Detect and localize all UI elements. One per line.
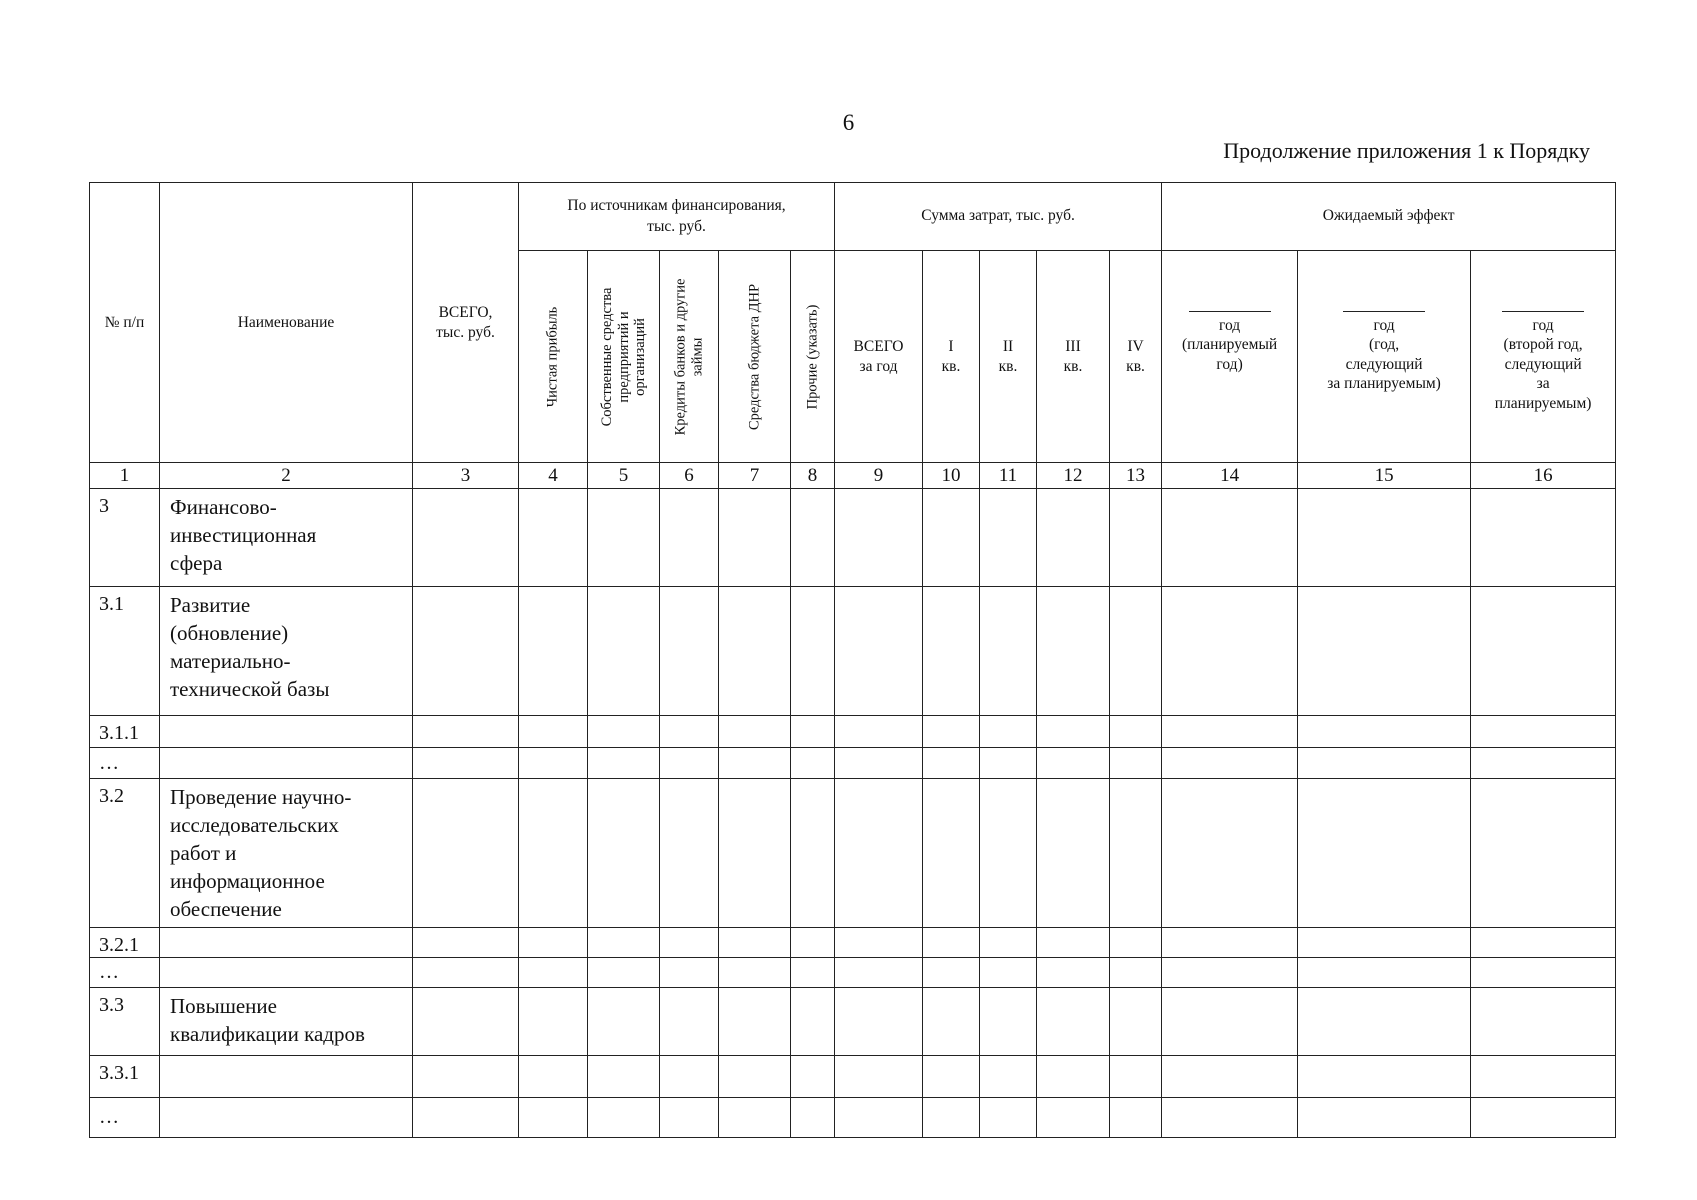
empty-cell [1037, 1056, 1110, 1098]
header-cost-q3: III кв. [1037, 251, 1110, 463]
row-number: … [90, 1098, 160, 1138]
empty-cell [1162, 716, 1298, 748]
row-number: … [90, 958, 160, 988]
empty-cell [719, 1056, 791, 1098]
empty-cell [835, 988, 923, 1056]
empty-cell [1471, 779, 1616, 928]
empty-cell [980, 748, 1037, 779]
empty-cell [1110, 748, 1162, 779]
column-number: 2 [160, 463, 413, 489]
header-effect-year2: год (год, следующий за планируемым) [1298, 251, 1471, 463]
row-number: 3.3 [90, 988, 160, 1056]
empty-cell [1298, 1098, 1471, 1138]
row-name: Повышение квалификации кадров [160, 988, 413, 1056]
header-cost-q2: II кв. [980, 251, 1037, 463]
column-number: 7 [719, 463, 791, 489]
empty-cell [660, 988, 719, 1056]
column-number: 1 [90, 463, 160, 489]
header-group-effect: Ожидаемый эффект [1162, 183, 1616, 251]
empty-cell [791, 928, 835, 958]
empty-cell [791, 587, 835, 716]
empty-cell [588, 748, 660, 779]
empty-cell [1110, 1056, 1162, 1098]
empty-cell [791, 779, 835, 928]
empty-cell [413, 716, 519, 748]
header-source-other: Прочие (указать) [791, 251, 835, 463]
row-number: 3.3.1 [90, 1056, 160, 1098]
column-number: 14 [1162, 463, 1298, 489]
page-number: 6 [842, 110, 855, 135]
empty-cell [1471, 1098, 1616, 1138]
row-name [160, 748, 413, 779]
table-row [90, 958, 1616, 988]
row-number: 3.2.1 [90, 928, 160, 958]
empty-cell [1162, 779, 1298, 928]
header-cost-q1: I кв. [923, 251, 980, 463]
empty-cell [1162, 748, 1298, 779]
empty-cell [791, 1098, 835, 1138]
empty-cell [1037, 1098, 1110, 1138]
row-name [160, 1056, 413, 1098]
empty-cell [660, 1056, 719, 1098]
empty-cell [980, 779, 1037, 928]
header-source-net-profit: Чистая прибыль [519, 251, 588, 463]
empty-cell [719, 779, 791, 928]
empty-cell [835, 1098, 923, 1138]
empty-cell [1110, 988, 1162, 1056]
column-number: 6 [660, 463, 719, 489]
table-row [90, 988, 1616, 1056]
header-effect-year3: год (второй год, следующий за планируемым) [1471, 251, 1616, 463]
table-row [90, 1056, 1616, 1098]
year-blank-line [1189, 311, 1271, 312]
empty-cell [923, 1098, 980, 1138]
empty-cell [980, 988, 1037, 1056]
empty-cell [791, 988, 835, 1056]
empty-cell [1471, 489, 1616, 587]
header-source-bank-loans: Кредиты банков и другие займы [660, 251, 719, 463]
empty-cell [1298, 928, 1471, 958]
header-group-sources: По источникам финансирования, тыс. руб. [519, 183, 835, 251]
empty-cell [980, 928, 1037, 958]
empty-cell [519, 988, 588, 1056]
column-number: 5 [588, 463, 660, 489]
empty-cell [719, 587, 791, 716]
empty-cell [660, 958, 719, 988]
empty-cell [413, 928, 519, 958]
empty-cell [588, 1098, 660, 1138]
column-number: 3 [413, 463, 519, 489]
empty-cell [719, 716, 791, 748]
empty-cell [1471, 988, 1616, 1056]
empty-cell [519, 958, 588, 988]
empty-cell [835, 779, 923, 928]
empty-cell [980, 1056, 1037, 1098]
empty-cell [660, 489, 719, 587]
table-row [90, 1098, 1616, 1138]
empty-cell [719, 988, 791, 1056]
column-number: 16 [1471, 463, 1616, 489]
empty-cell [1471, 716, 1616, 748]
table-row [90, 748, 1616, 779]
empty-cell [519, 1098, 588, 1138]
row-name [160, 1098, 413, 1138]
empty-cell [519, 587, 588, 716]
empty-cell [660, 748, 719, 779]
appendix-note: Продолжение приложения 1 к Порядку [1223, 138, 1590, 163]
empty-cell [719, 1098, 791, 1138]
empty-cell [1471, 587, 1616, 716]
empty-cell [519, 928, 588, 958]
empty-cell [413, 1056, 519, 1098]
empty-cell [1471, 748, 1616, 779]
row-number: 3.1.1 [90, 716, 160, 748]
row-name [160, 928, 413, 958]
empty-cell [588, 1056, 660, 1098]
empty-cell [1162, 587, 1298, 716]
row-name [160, 958, 413, 988]
empty-cell [413, 748, 519, 779]
empty-cell [791, 748, 835, 779]
header-group-costs: Сумма затрат, тыс. руб. [835, 183, 1162, 251]
empty-cell [1037, 489, 1110, 587]
empty-cell [980, 1098, 1037, 1138]
empty-cell [1162, 1056, 1298, 1098]
empty-cell [1298, 958, 1471, 988]
table-row [90, 489, 1616, 587]
empty-cell [1298, 587, 1471, 716]
empty-cell [1037, 587, 1110, 716]
empty-cell [791, 716, 835, 748]
row-number: 3.1 [90, 587, 160, 716]
empty-cell [413, 489, 519, 587]
column-number: 4 [519, 463, 588, 489]
empty-cell [1471, 958, 1616, 988]
empty-cell [1162, 928, 1298, 958]
empty-cell [835, 748, 923, 779]
empty-cell [1037, 958, 1110, 988]
column-number: 13 [1110, 463, 1162, 489]
empty-cell [588, 716, 660, 748]
empty-cell [923, 716, 980, 748]
empty-cell [588, 958, 660, 988]
empty-cell [1110, 1098, 1162, 1138]
table-row [90, 928, 1616, 958]
empty-cell [1471, 1056, 1616, 1098]
empty-cell [719, 958, 791, 988]
empty-cell [719, 489, 791, 587]
empty-cell [519, 489, 588, 587]
empty-cell [413, 1098, 519, 1138]
column-number: 9 [835, 463, 923, 489]
empty-cell [835, 1056, 923, 1098]
empty-cell [1110, 779, 1162, 928]
empty-cell [1162, 1098, 1298, 1138]
empty-cell [660, 587, 719, 716]
row-name [160, 716, 413, 748]
empty-cell [1471, 928, 1616, 958]
header-effect-year1: год (планируемый год) [1162, 251, 1298, 463]
row-name: Развитие (обновление) материально- технической базы [160, 587, 413, 716]
table-row [90, 587, 1616, 716]
empty-cell [980, 489, 1037, 587]
empty-cell [660, 779, 719, 928]
empty-cell [413, 958, 519, 988]
empty-cell [519, 779, 588, 928]
empty-cell [1037, 716, 1110, 748]
empty-cell [923, 1056, 980, 1098]
empty-cell [835, 587, 923, 716]
empty-cell [719, 928, 791, 958]
empty-cell [835, 958, 923, 988]
empty-cell [1037, 748, 1110, 779]
empty-cell [923, 988, 980, 1056]
empty-cell [719, 748, 791, 779]
header-name: Наименование [160, 183, 413, 463]
empty-cell [980, 958, 1037, 988]
column-number: 8 [791, 463, 835, 489]
empty-cell [835, 489, 923, 587]
empty-cell [588, 988, 660, 1056]
data-rows [90, 489, 1616, 1138]
empty-cell [1110, 587, 1162, 716]
empty-cell [1037, 779, 1110, 928]
empty-cell [1298, 716, 1471, 748]
empty-cell [835, 716, 923, 748]
empty-cell [923, 748, 980, 779]
empty-cell [1298, 988, 1471, 1056]
row-number: … [90, 748, 160, 779]
empty-cell [1162, 489, 1298, 587]
header-source-budget: Средства бюджета ДНР [719, 251, 791, 463]
table-row [90, 716, 1616, 748]
empty-cell [923, 958, 980, 988]
column-number-row [90, 463, 1616, 489]
empty-cell [660, 716, 719, 748]
empty-cell [791, 958, 835, 988]
year-blank-line [1502, 311, 1584, 312]
empty-cell [835, 928, 923, 958]
empty-cell [1110, 958, 1162, 988]
empty-cell [1162, 988, 1298, 1056]
row-name: Проведение научно- исследовательских работ и информационное обеспечение [160, 779, 413, 928]
column-number: 10 [923, 463, 980, 489]
empty-cell [1110, 489, 1162, 587]
empty-cell [660, 1098, 719, 1138]
empty-cell [1298, 748, 1471, 779]
column-number: 11 [980, 463, 1037, 489]
empty-cell [1162, 958, 1298, 988]
header-num: № п/п [90, 183, 160, 463]
row-number: 3.2 [90, 779, 160, 928]
empty-cell [1037, 928, 1110, 958]
year-blank-line [1343, 311, 1425, 312]
empty-cell [1110, 716, 1162, 748]
empty-cell [1037, 988, 1110, 1056]
header-cost-q4: IV кв. [1110, 251, 1162, 463]
column-number: 12 [1037, 463, 1110, 489]
row-name: Финансово- инвестиционная сфера [160, 489, 413, 587]
empty-cell [413, 779, 519, 928]
empty-cell [588, 489, 660, 587]
empty-cell [588, 928, 660, 958]
header-source-own-funds: Собственные средства предприятий и организаций [588, 251, 660, 463]
header-total: ВСЕГО, тыс. руб. [413, 183, 519, 463]
empty-cell [923, 928, 980, 958]
table-row [90, 779, 1616, 928]
empty-cell [588, 587, 660, 716]
financing-table [89, 182, 1616, 1138]
empty-cell [413, 988, 519, 1056]
row-number: 3 [90, 489, 160, 587]
header-cost-year: ВСЕГО за год [835, 251, 923, 463]
empty-cell [519, 1056, 588, 1098]
empty-cell [923, 587, 980, 716]
empty-cell [1298, 1056, 1471, 1098]
empty-cell [791, 1056, 835, 1098]
empty-cell [413, 587, 519, 716]
empty-cell [791, 489, 835, 587]
empty-cell [923, 779, 980, 928]
empty-cell [660, 928, 719, 958]
empty-cell [519, 716, 588, 748]
empty-cell [923, 489, 980, 587]
empty-cell [1298, 779, 1471, 928]
empty-cell [980, 716, 1037, 748]
column-number: 15 [1298, 463, 1471, 489]
empty-cell [588, 779, 660, 928]
empty-cell [519, 748, 588, 779]
empty-cell [980, 587, 1037, 716]
empty-cell [1298, 489, 1471, 587]
empty-cell [1110, 928, 1162, 958]
